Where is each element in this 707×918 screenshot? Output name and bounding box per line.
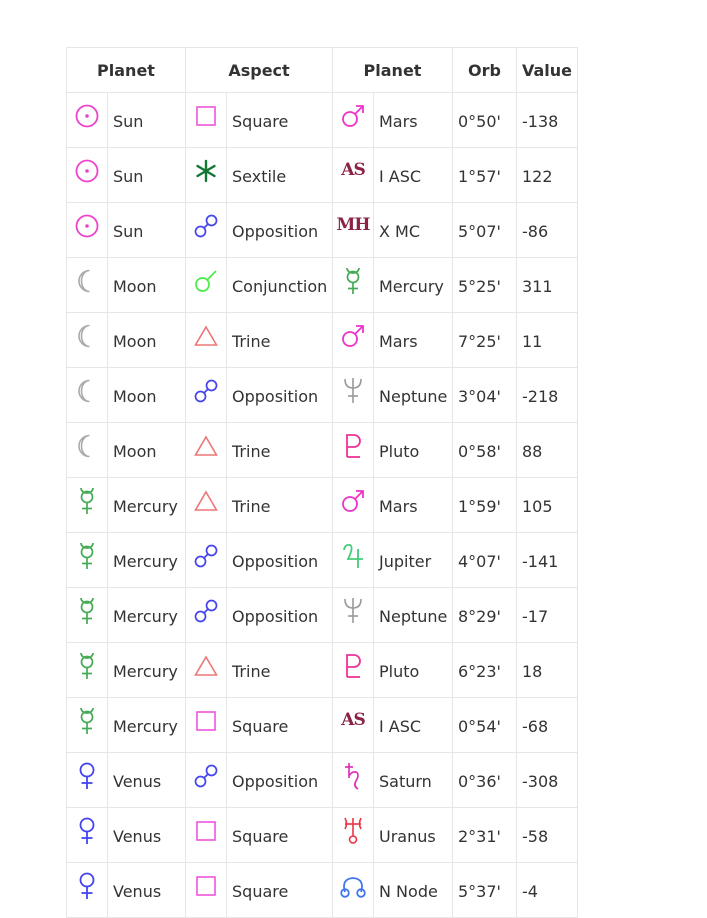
planet1-name: Venus (108, 863, 186, 918)
orb-value: 5°25' (453, 258, 517, 313)
asc-icon: AS (341, 160, 365, 180)
table-row (67, 423, 578, 478)
planet2-name: Mercury (374, 258, 453, 313)
planet2-symbol-cell (333, 313, 374, 368)
aspect-rows (67, 93, 578, 918)
table-header-row (67, 48, 578, 93)
header-orb: Orb (453, 48, 517, 93)
orb-value: 4°07' (453, 533, 517, 588)
planet1-name: Moon (108, 313, 186, 368)
aspect-name: Square (227, 93, 333, 148)
square-icon (186, 104, 226, 128)
aspect-symbol-cell (186, 478, 227, 533)
planet2-symbol-cell (333, 643, 374, 698)
header-planet-1: Planet (67, 48, 186, 93)
opposition-icon (186, 598, 226, 624)
mercury-icon (67, 596, 107, 626)
table-row (67, 808, 578, 863)
planet2-name: I ASC (374, 698, 453, 753)
aspect-name: Trine (227, 423, 333, 478)
planet1-symbol-cell (67, 533, 108, 588)
aspect-value: -141 (517, 533, 578, 588)
planet1-name: Mercury (108, 643, 186, 698)
aspect-name: Square (227, 863, 333, 918)
pluto-icon (333, 432, 373, 460)
orb-value: 3°04' (453, 368, 517, 423)
planet2-name: Uranus (374, 808, 453, 863)
planet2-symbol-cell (333, 258, 374, 313)
orb-value: 0°36' (453, 753, 517, 808)
planet1-name: Venus (108, 808, 186, 863)
planet2-symbol-cell (333, 698, 374, 753)
planet2-symbol-cell (333, 533, 374, 588)
trine-icon (186, 324, 226, 348)
moon-icon (67, 378, 107, 404)
sun-icon (67, 103, 107, 129)
planet1-name: Mercury (108, 588, 186, 643)
planet2-symbol-cell (333, 863, 374, 918)
planet2-symbol-cell (333, 423, 374, 478)
opposition-icon (186, 378, 226, 404)
orb-value: 2°31' (453, 808, 517, 863)
planet1-name: Mercury (108, 533, 186, 588)
table-row (67, 368, 578, 423)
planet2-name: I ASC (374, 148, 453, 203)
aspect-symbol-cell (186, 258, 227, 313)
aspect-value: 11 (517, 313, 578, 368)
aspect-symbol-cell (186, 808, 227, 863)
aspect-value: 311 (517, 258, 578, 313)
aspect-value: -4 (517, 863, 578, 918)
planet1-symbol-cell (67, 258, 108, 313)
table-row (67, 313, 578, 368)
aspect-symbol-cell (186, 368, 227, 423)
table-row (67, 203, 578, 258)
aspect-value: -308 (517, 753, 578, 808)
aspect-table (66, 47, 578, 918)
planet2-name: Pluto (374, 643, 453, 698)
pluto-icon (333, 652, 373, 680)
square-icon (186, 709, 226, 733)
planet1-symbol-cell (67, 148, 108, 203)
sun-icon (67, 158, 107, 184)
table-row (67, 588, 578, 643)
planet1-name: Sun (108, 203, 186, 258)
conjunction-icon (186, 268, 226, 294)
aspect-symbol-cell (186, 753, 227, 808)
aspect-value: 105 (517, 478, 578, 533)
orb-value: 1°57' (453, 148, 517, 203)
aspect-value: -68 (517, 698, 578, 753)
aspect-symbol-cell (186, 643, 227, 698)
orb-value: 0°50' (453, 93, 517, 148)
table-row (67, 698, 578, 753)
orb-value: 5°07' (453, 203, 517, 258)
aspect-value: -17 (517, 588, 578, 643)
aspect-name: Opposition (227, 203, 333, 258)
aspect-value: -58 (517, 808, 578, 863)
mercury-icon (67, 541, 107, 571)
mars-icon (333, 488, 373, 514)
aspect-value: -86 (517, 203, 578, 258)
aspect-name: Conjunction (227, 258, 333, 313)
uranus-icon (333, 816, 373, 846)
square-icon (186, 819, 226, 843)
aspect-name: Sextile (227, 148, 333, 203)
planet1-symbol-cell (67, 368, 108, 423)
aspect-name: Opposition (227, 753, 333, 808)
planet1-name: Moon (108, 423, 186, 478)
table-row (67, 258, 578, 313)
planet1-name: Mercury (108, 478, 186, 533)
header-planet-2: Planet (333, 48, 453, 93)
asc-icon: AS (341, 710, 365, 730)
aspect-value: 18 (517, 643, 578, 698)
table-row (67, 863, 578, 918)
planet1-symbol-cell (67, 203, 108, 258)
node-icon (333, 873, 373, 899)
orb-value: 0°54' (453, 698, 517, 753)
planet2-symbol-cell (333, 203, 374, 258)
planet1-symbol-cell (67, 698, 108, 753)
moon-icon (67, 268, 107, 294)
mars-icon (333, 323, 373, 349)
planet1-name: Sun (108, 148, 186, 203)
aspect-symbol-cell (186, 863, 227, 918)
aspect-symbol-cell (186, 588, 227, 643)
moon-icon (67, 433, 107, 459)
planet1-symbol-cell (67, 423, 108, 478)
neptune-icon (333, 376, 373, 406)
mercury-icon (67, 486, 107, 516)
aspect-name: Opposition (227, 588, 333, 643)
planet2-name: Pluto (374, 423, 453, 478)
planet1-symbol-cell (67, 478, 108, 533)
table-row (67, 148, 578, 203)
planet2-name: Mars (374, 93, 453, 148)
planet2-symbol-cell (333, 368, 374, 423)
planet1-symbol-cell (67, 643, 108, 698)
aspect-symbol-cell (186, 423, 227, 478)
planet2-symbol-cell (333, 753, 374, 808)
aspect-symbol-cell (186, 698, 227, 753)
aspect-symbol-cell (186, 203, 227, 258)
planet2-symbol-cell (333, 588, 374, 643)
trine-icon (186, 654, 226, 678)
planet2-name: Neptune (374, 368, 453, 423)
planet1-symbol-cell (67, 588, 108, 643)
planet1-name: Moon (108, 258, 186, 313)
aspect-name: Opposition (227, 368, 333, 423)
moon-icon (67, 323, 107, 349)
opposition-icon (186, 543, 226, 569)
planet1-symbol-cell (67, 313, 108, 368)
mc-icon: MH (336, 215, 370, 235)
planet2-name: Jupiter (374, 533, 453, 588)
mars-icon (333, 103, 373, 129)
venus-icon (67, 761, 107, 791)
sextile-icon (186, 159, 226, 183)
aspect-value: -138 (517, 93, 578, 148)
planet2-name: Mars (374, 313, 453, 368)
orb-value: 0°58' (453, 423, 517, 478)
aspect-name: Trine (227, 478, 333, 533)
header-aspect: Aspect (186, 48, 333, 93)
planet2-name: Neptune (374, 588, 453, 643)
planet2-name: X MC (374, 203, 453, 258)
planet1-name: Sun (108, 93, 186, 148)
aspect-symbol-cell (186, 148, 227, 203)
aspect-name: Square (227, 698, 333, 753)
sun-icon (67, 213, 107, 239)
neptune-icon (333, 596, 373, 626)
opposition-icon (186, 763, 226, 789)
planet2-name: Mars (374, 478, 453, 533)
table-row (67, 93, 578, 148)
orb-value: 6°23' (453, 643, 517, 698)
planet2-symbol-cell (333, 93, 374, 148)
table-row (67, 533, 578, 588)
table-row (67, 753, 578, 808)
planet2-name: Saturn (374, 753, 453, 808)
aspect-symbol-cell (186, 313, 227, 368)
mercury-icon (67, 706, 107, 736)
planet1-symbol-cell (67, 93, 108, 148)
planet2-symbol-cell (333, 808, 374, 863)
planet2-symbol-cell (333, 148, 374, 203)
table-row (67, 478, 578, 533)
header-value: Value (517, 48, 578, 93)
aspect-name: Square (227, 808, 333, 863)
trine-icon (186, 489, 226, 513)
venus-icon (67, 816, 107, 846)
saturn-icon (333, 761, 373, 791)
mercury-icon (67, 651, 107, 681)
planet1-name: Venus (108, 753, 186, 808)
planet1-name: Mercury (108, 698, 186, 753)
aspect-value: -218 (517, 368, 578, 423)
jupiter-icon (333, 542, 373, 570)
orb-value: 5°37' (453, 863, 517, 918)
opposition-icon (186, 213, 226, 239)
square-icon (186, 874, 226, 898)
aspect-name: Opposition (227, 533, 333, 588)
aspect-name: Trine (227, 643, 333, 698)
trine-icon (186, 434, 226, 458)
orb-value: 8°29' (453, 588, 517, 643)
planet1-name: Moon (108, 368, 186, 423)
aspect-symbol-cell (186, 533, 227, 588)
aspect-value: 122 (517, 148, 578, 203)
orb-value: 1°59' (453, 478, 517, 533)
planet1-symbol-cell (67, 753, 108, 808)
aspect-name: Trine (227, 313, 333, 368)
mercury-icon (333, 266, 373, 296)
planet1-symbol-cell (67, 863, 108, 918)
aspect-symbol-cell (186, 93, 227, 148)
planet2-symbol-cell (333, 478, 374, 533)
orb-value: 7°25' (453, 313, 517, 368)
planet2-name: N Node (374, 863, 453, 918)
planet1-symbol-cell (67, 808, 108, 863)
venus-icon (67, 871, 107, 901)
aspect-value: 88 (517, 423, 578, 478)
table-row (67, 643, 578, 698)
